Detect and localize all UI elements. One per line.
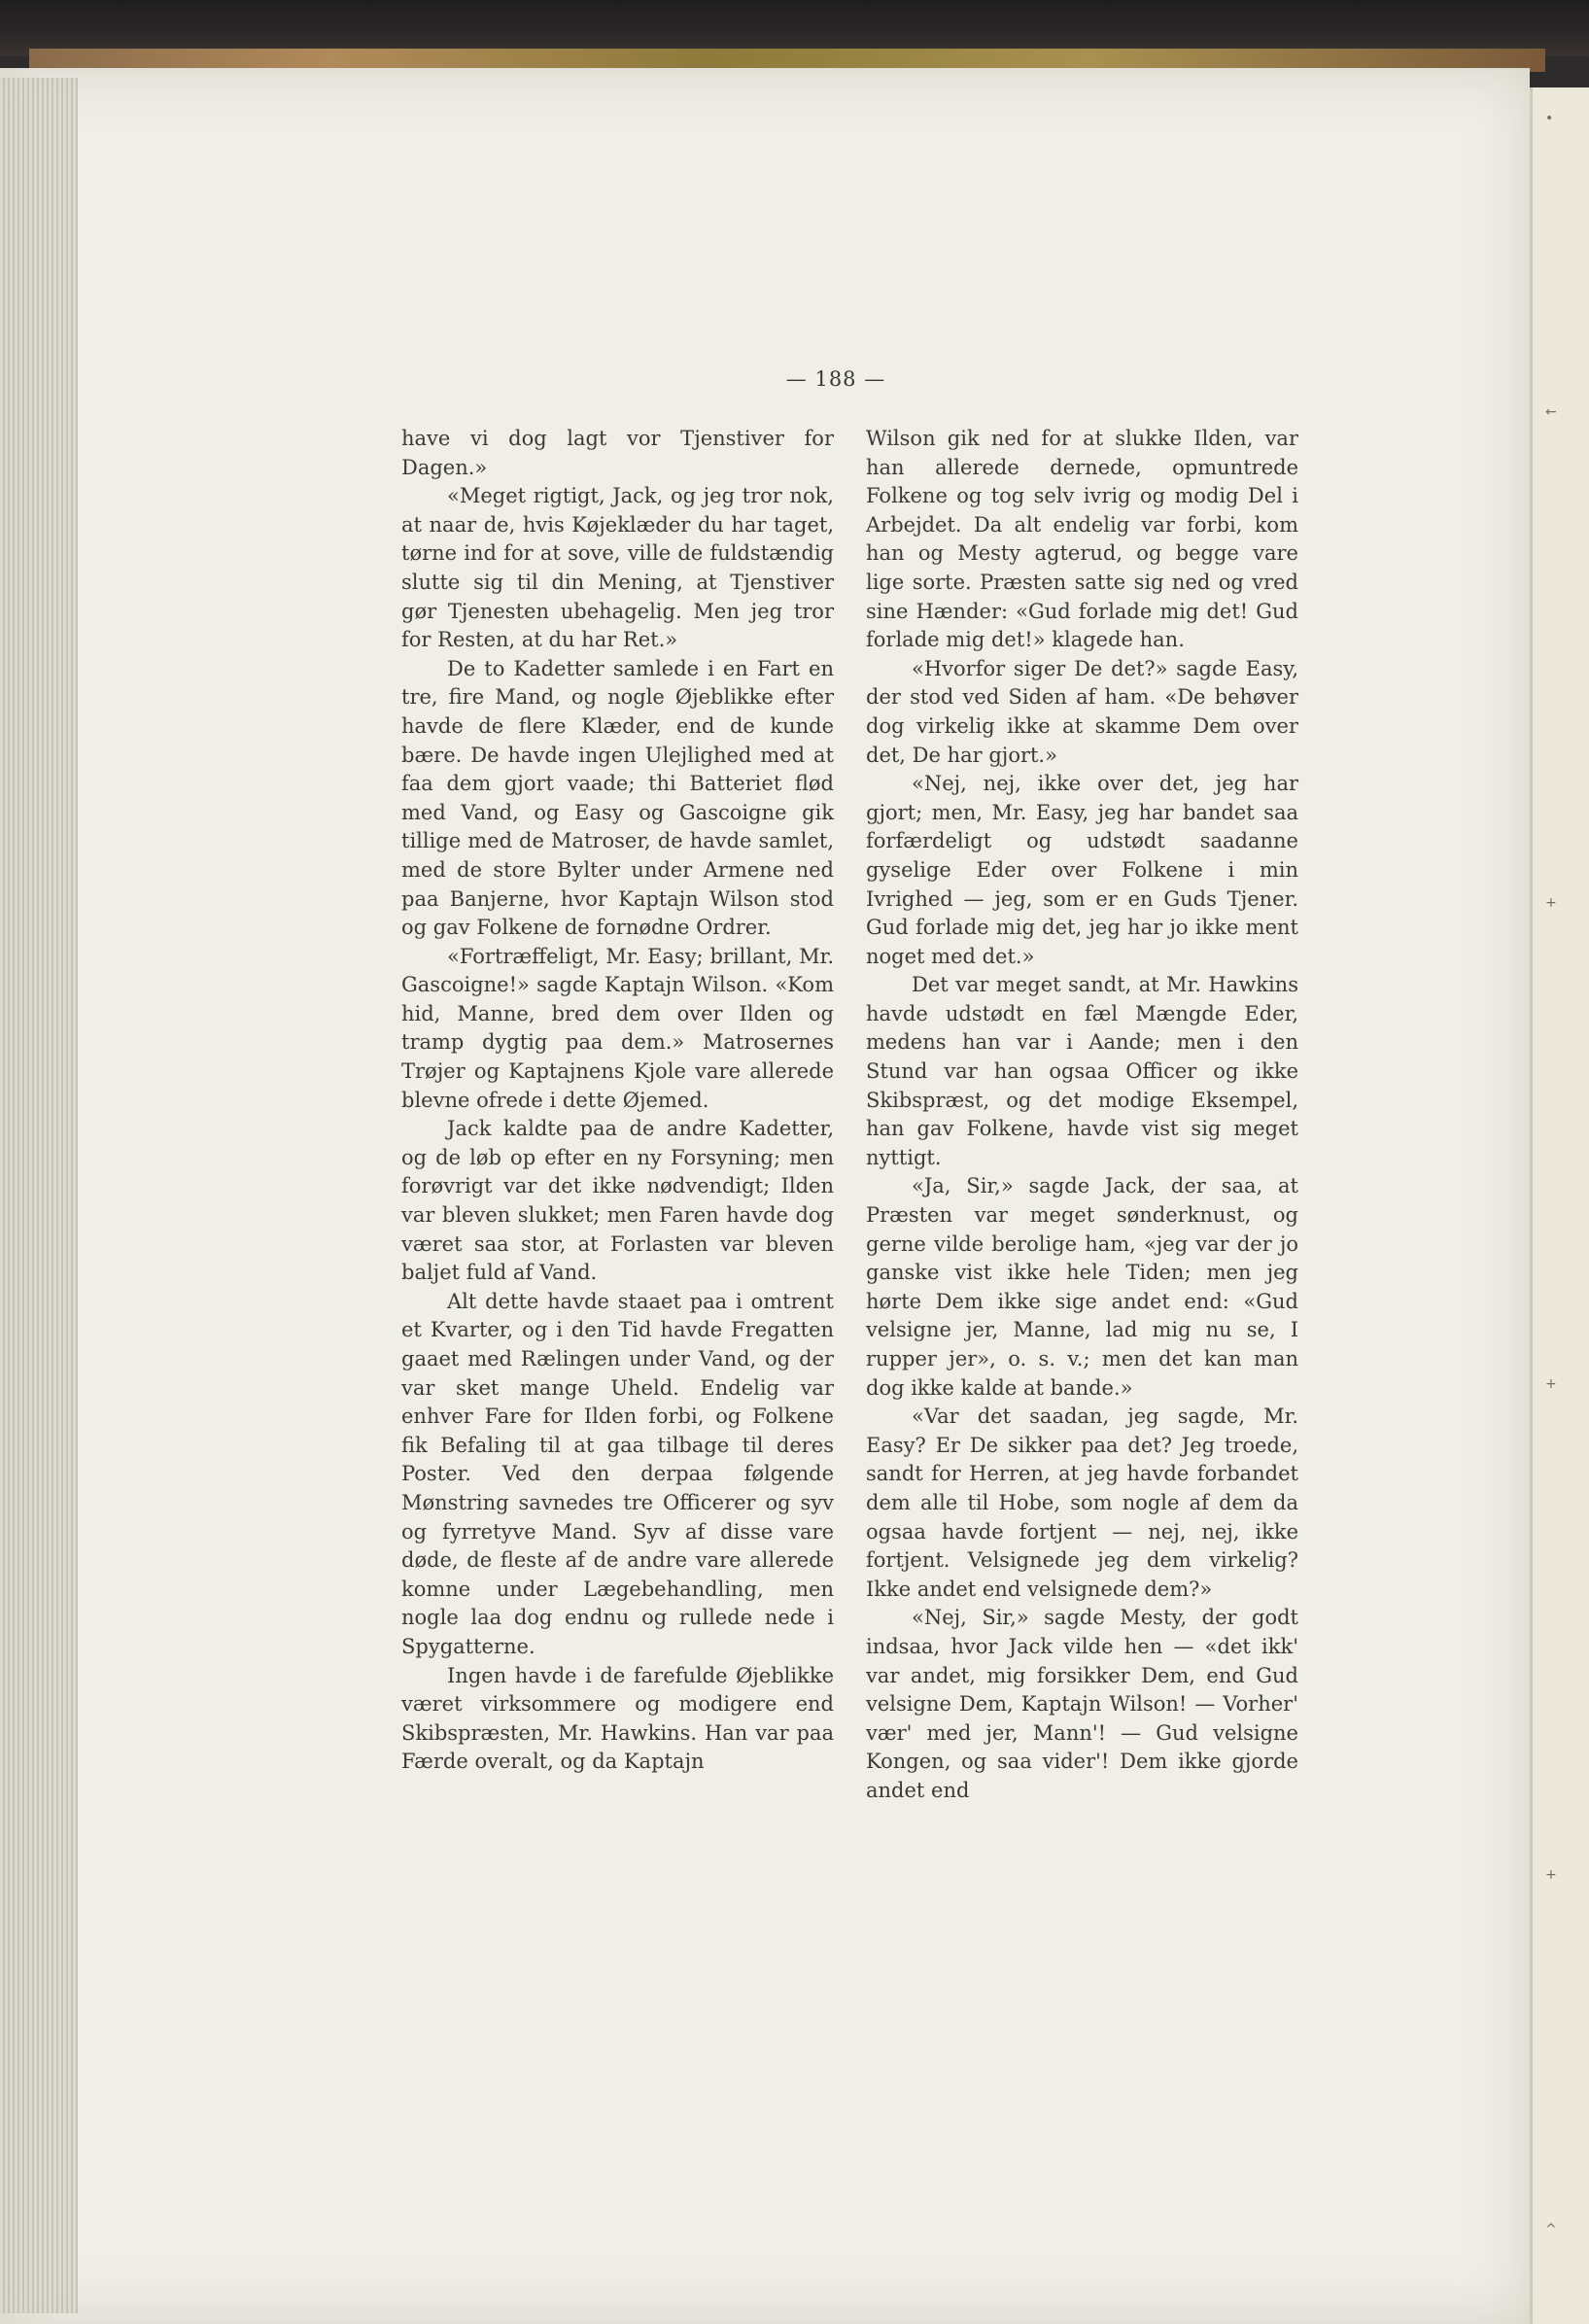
tab-marker-icon: ^ [1545, 2222, 1557, 2237]
paragraph: De to Kadetter samlede i en Fart en tre, fire Mand, og nogle Øjeblikke efter havde de flere Klæder, end de kunde bære. De havde ingen Ulejlighed med at faa dem gjort vaade; thi Batteriet flød med Vand, og Easy og Gascoigne gik tillige med de Matroser, de havde samlet, med de store Bylter under Armene ned paa Banjerne, hvor Kaptajn Wilson stod og gav Folkene de fornødne Ordrer. [401, 656, 834, 940]
paragraph: «Meget rigtigt, Jack, og jeg tror nok, at naar de, hvis Køjeklæder du har taget, tørne ind for at sove, ville de fuldstændig slutte sig til din Mening, at Tjenstiver gør Tjenesten ubehagelig. Men jeg tror for Resten, at du har Ret.» [401, 484, 834, 652]
tab-marker-icon: + [1545, 1376, 1557, 1392]
paragraph: «Nej, Sir,» sagde Mesty, der godt indsaa, hvor Jack vilde hen — «det ikk' var andet, mig forsikker Dem, end Gud velsigne Dem, Kaptajn Wilson! — Vorher' vær' med jer, Mann'! — Gud velsigne Kongen, og saa vider'! Dem ikke gjorde andet end [866, 1606, 1298, 1802]
next-page-edge [1530, 87, 1589, 2324]
tab-marker-icon: • [1545, 111, 1554, 126]
paragraph: Det var meget sandt, at Mr. Hawkins havde udstødt en fæl Mængde Eder, medens han var i Aande; men i den Stund var han ogsaa Officer og ikke Skibspræst, og det modige Eksempel, han gav Folkene, havde vist sig meget nyttigt. [866, 973, 1298, 1169]
paragraph: Alt dette havde staaet paa i omtrent et Kvarter, og i den Tid havde Fregatten gaaet med Rælingen under Vand, og der var sket mange Uheld. Endelig var enhver Fare for Ilden forbi, og Folkene fik Befaling til at gaa tilbage til deres Poster. Ved den derpaa følgende Mønstring savnedes tre Officerer og syv og fyrretyve Mand. Syv af disse vare døde, de fleste af de andre vare allerede komne under Lægebehandling, men nogle laa dog endnu og rullede nede i Spygatterne. [401, 1289, 834, 1658]
paragraph: «Fortræffeligt, Mr. Easy; brillant, Mr. Gascoigne!» sagde Kaptajn Wilson. «Kom hid, Manne, bred dem over Ilden og tramp dygtig paa dem.» Matrosernes Trøjer og Kaptajnens Kjole vare allerede blevne ofrede i dette Øjemed. [401, 944, 834, 1112]
paragraph: Jack kaldte paa de andre Kadetter, og de løb op efter en ny Forsyning; men forøvrigt var det ikke nødvendigt; Ilden var bleven slukket; men Faren havde dog været saa stor, at Forlasten var bleven baljet fuld af Vand. [401, 1117, 834, 1285]
paragraph: «Var det saadan, jeg sagde, Mr. Easy? Er De sikker paa det? Jeg troede, sandt for Herren, at jeg havde forbandet dem alle til Hobe, som nogle af dem da ogsaa havde fortjent — nej, nej, ikke fortjent. Velsignede jeg dem virkelig? Ikke andet end velsignede dem?» [866, 1405, 1298, 1601]
paragraph: «Nej, nej, ikke over det, jeg har gjort; men, Mr. Easy, jeg har bandet saa forfærdeligt og udstødt saadanne gyselige Eder over Folkene i min Ivrighed — jeg, som er en Guds Tjener. Gud forlade mig det, jeg har jo ikke ment noget med det.» [866, 772, 1298, 968]
tab-marker-icon: + [1545, 895, 1557, 911]
page-stack-edges [0, 78, 78, 2313]
paragraph: «Ja, Sir,» sagde Jack, der saa, at Præsten var meget sønderknust, og gerne vilde berolige ham, «jeg var der jo ganske vist ikke hele Tiden; men jeg hørte Dem ikke sige andet end: «Gud velsigne jer, Manne, lad mig nu se, I rupper jer», o. s. v.; men det kan man dog ikke kalde at bande.» [866, 1174, 1298, 1400]
paragraph: Wilson gik ned for at slukke Ilden, var han allerede dernede, opmuntrede Folkene og tog selv ivrig og modig Del i Arbejdet. Da alt endelig var forbi, kom han og Mesty agterud, og begge vare lige sorte. Præsten satte sig ned og vred sine Hænder: «Gud forlade mig det! Gud forlade mig det!» klagede han. [866, 427, 1298, 652]
paragraph: have vi dog lagt vor Tjenstiver for Dagen.» [401, 427, 834, 479]
tab-marker-icon: + [1545, 1867, 1557, 1883]
page-number: — 188 — [785, 367, 886, 391]
paragraph: «Hvorfor siger De det?» sagde Easy, der stod ved Siden af ham. «De behøver dog virkelig ikke at skamme Dem over det, De har gjort.» [866, 656, 1298, 767]
left-column [401, 425, 834, 1777]
right-column [866, 425, 1298, 1806]
tab-marker-icon: ← [1545, 404, 1557, 420]
paragraph: Ingen havde i de farefulde Øjeblikke været virksommere og modigere end Skibspræsten, Mr. Hawkins. Han var paa Færde overalt, og da Kaptajn [401, 1663, 834, 1774]
